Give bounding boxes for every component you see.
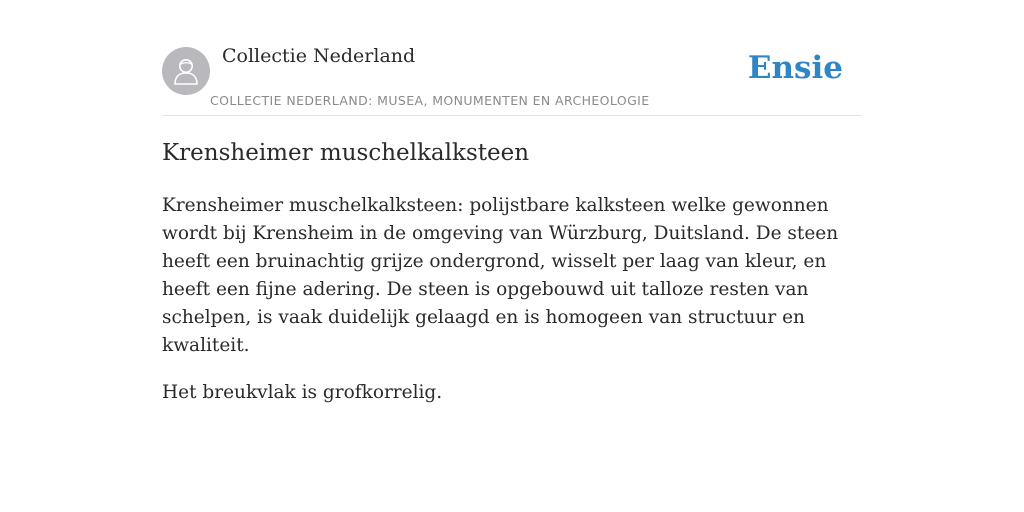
author-subtitle: COLLECTIE NEDERLAND: MUSEA, MONUMENTEN EN ARCHEOLOGIE xyxy=(210,93,650,108)
article-body xyxy=(162,192,862,426)
article-paragraph: Het breukvlak is grofkorrelig. xyxy=(162,382,443,403)
brand-logo[interactable]: Ensie xyxy=(747,50,843,86)
article-paragraph: Krensheimer muschelkalksteen: polijstbare kalksteen welke gewonnen wordt bij Krensheim in de omgeving van Würzburg, Duitsland. De steen heeft een bruinachtig grijze ondergrond, wisselt per laag van kleur, en heeft een fijne adering. De steen is opgebouwd uit talloze resten van schelpen, is vaak duidelijk gelaagd en is homogeen van structuur en kwaliteit. xyxy=(162,195,839,356)
avatar[interactable] xyxy=(162,47,210,95)
author-name[interactable]: Collectie Nederland xyxy=(222,45,416,67)
header-divider xyxy=(162,115,862,116)
article-title: Krensheimer muschelkalksteen xyxy=(162,140,530,166)
user-silhouette-icon xyxy=(172,56,200,86)
